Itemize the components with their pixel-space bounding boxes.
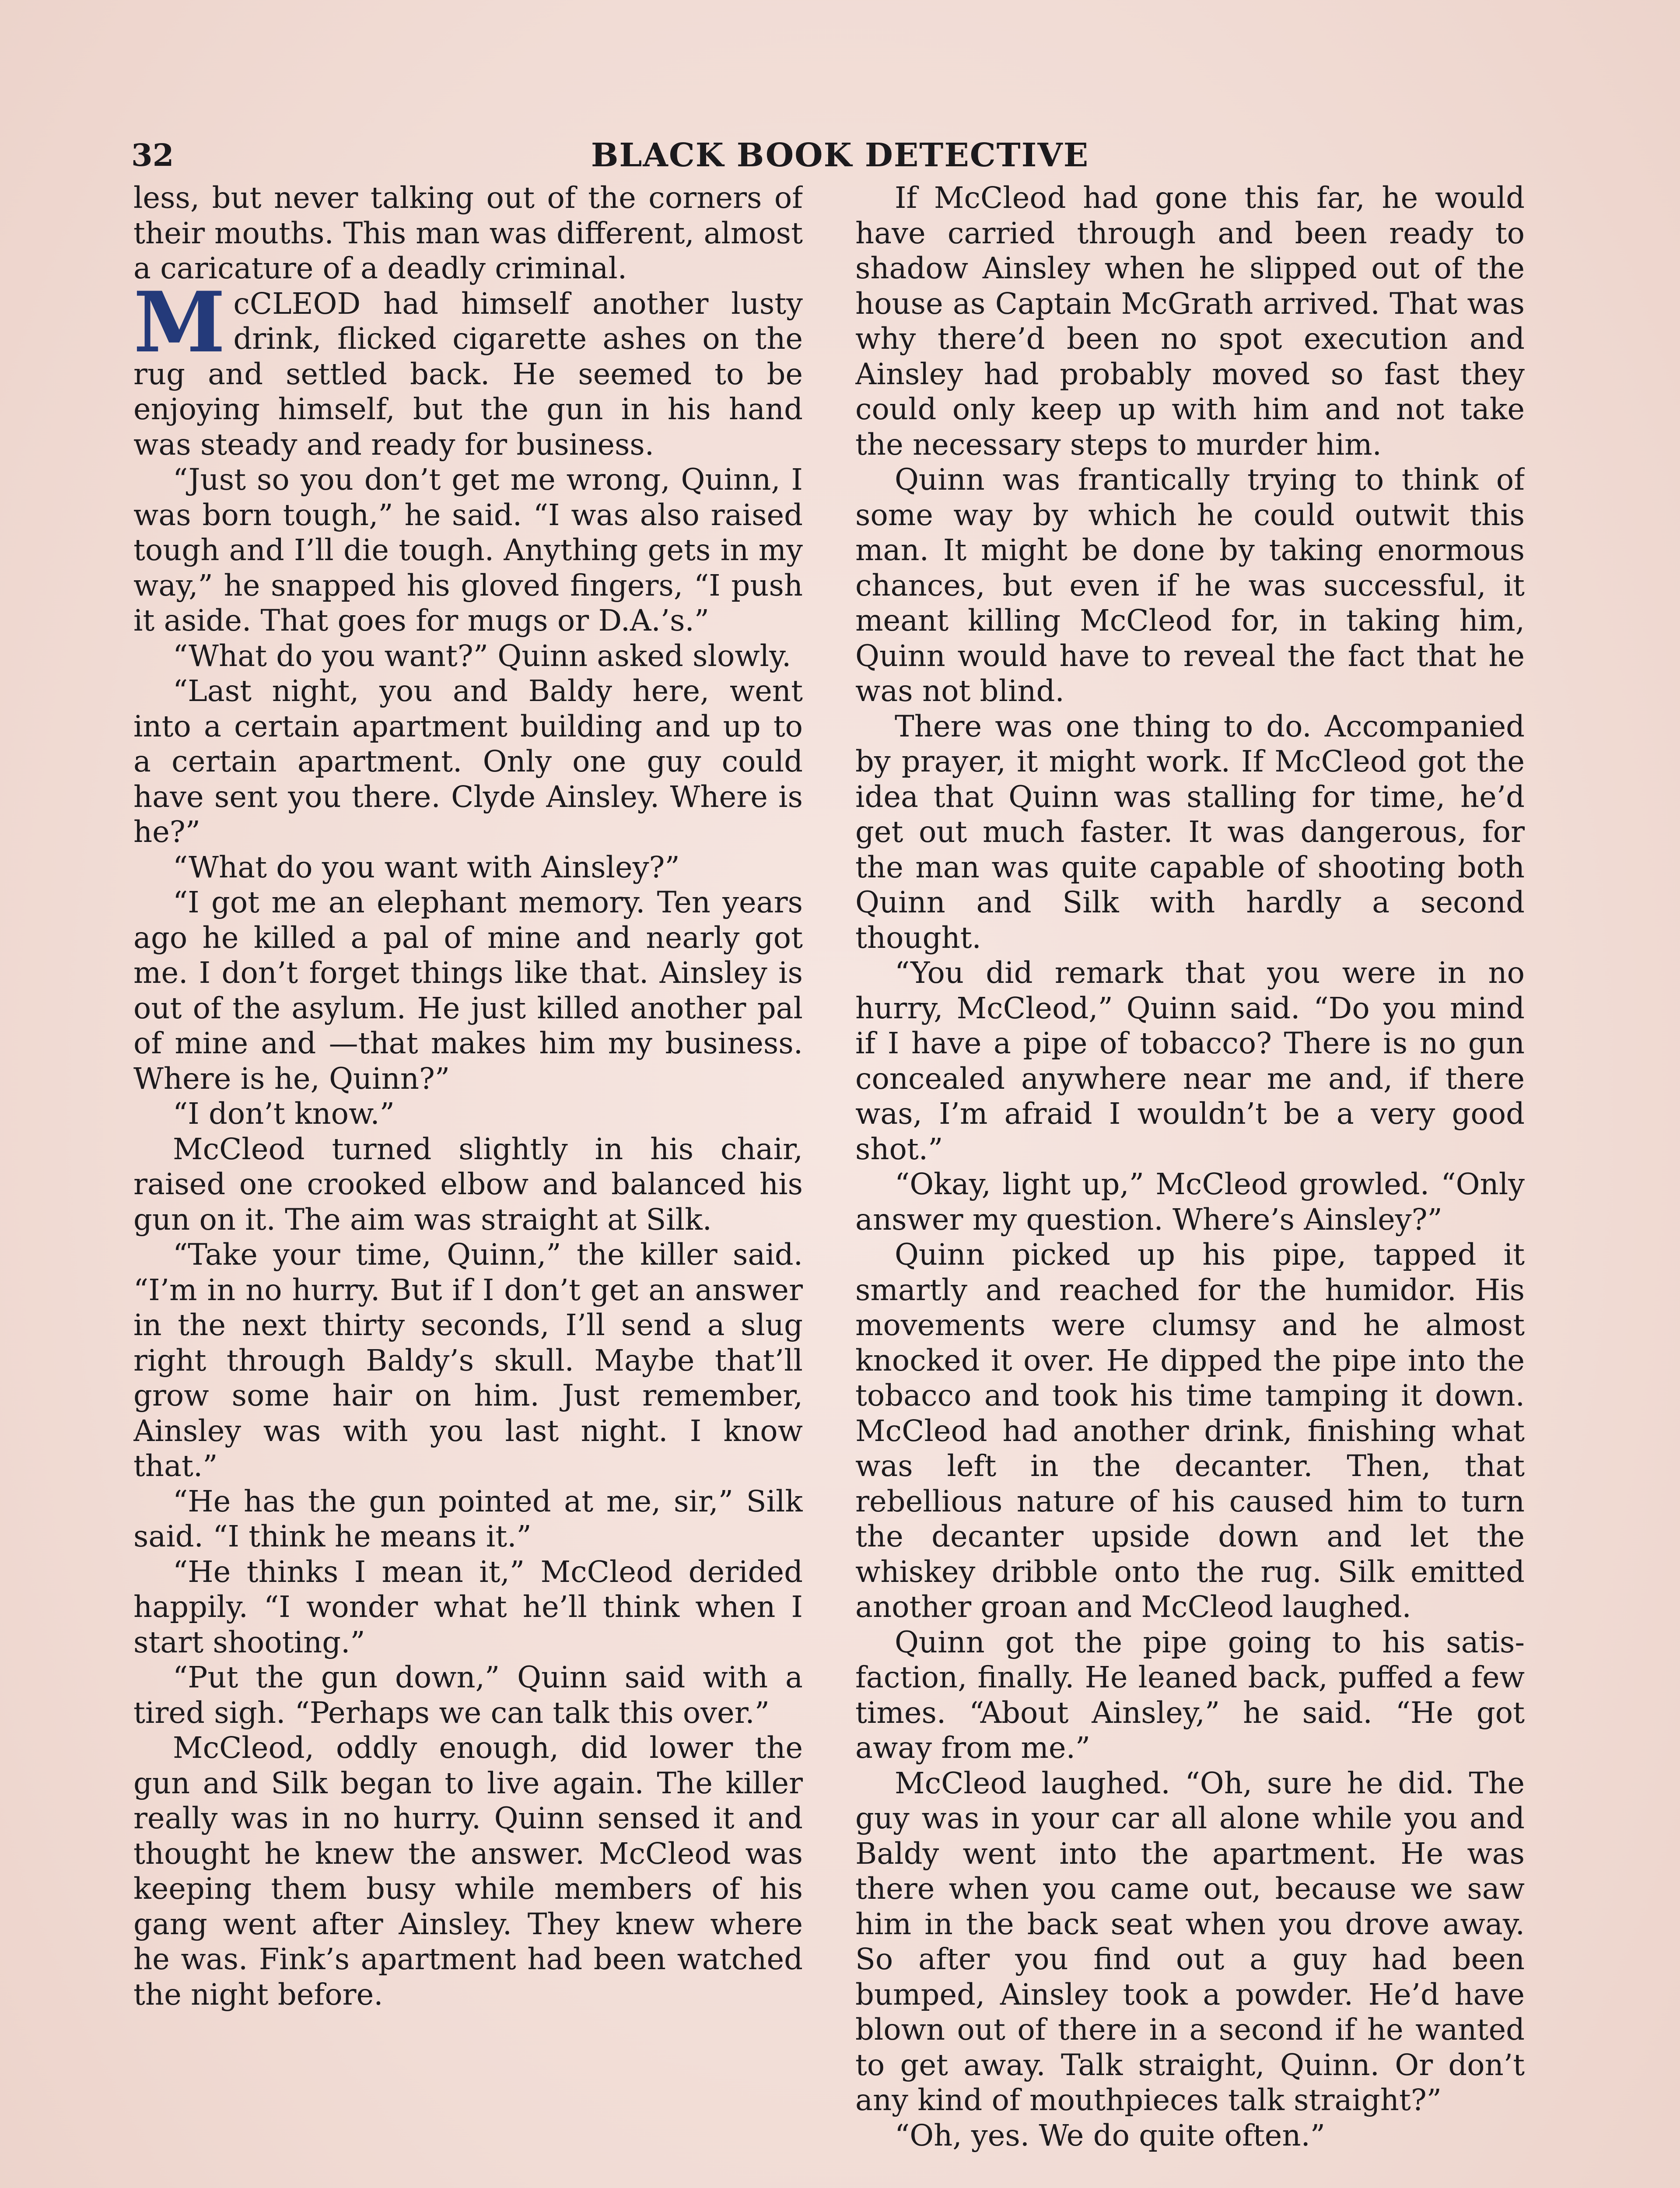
paragraph: “You did remark that you were in no hurry, McCleod,” Quinn said. “Do you mind if I have a pipe of tobacco? There is no gun concealed anywhere near me and, if there was, I’m afraid I wouldn’t be a very good shot.” — [855, 956, 1525, 1166]
paragraph: “He thinks I mean it,” McCleod derided happily. “I wonder what he’ll think when I start shooting.” — [133, 1554, 803, 1659]
paragraph: Quinn got the pipe going to his satisfaction, finally. He leaned back, puffed a few times. “About Ainsley,” he said. “He got away from me.” — [855, 1625, 1525, 1765]
drop-cap-paragraph-text: cCLEOD had himself another lusty drink, flicked cigarette ashes on the rug and settled back. He seemed to be enjoying himself, but the gun in his hand was steady and ready for business. — [133, 286, 803, 462]
paragraph: McCleod, oddly enough, did lower the gun and Silk began to live again. The killer really was in no hurry. Quinn sensed it and thought he knew the answer. McCleod was keeping them busy while members of his gang went after Ainsley. They knew where he was. Fink’s apartment had been watched the night before. — [133, 1731, 803, 2012]
paragraph: There was one thing to do. Accompanied by prayer, it might work. If McCleod got the idea that Quinn was stalling for time, he’d get out much faster. It was dangerous, for the man was quite capable of shooting both Quinn and Silk with hardly a second thought. — [855, 709, 1525, 955]
paragraph: Quinn picked up his pipe, tapped it smartly and reached for the humidor. His movements were clumsy and he almost knocked it over. He dipped the pipe into the tobacco and took his time tamping it down. McCleod had another drink, finishing what was left in the decanter. Then, that rebellious nature of his caused him to turn the decanter upside down and let the whiskey dribble onto the rug. Silk emitted another groan and McCleod laughed. — [855, 1238, 1525, 1624]
paragraph: “What do you want?” Quinn asked slowly. — [173, 638, 791, 673]
paragraph: “Put the gun down,” Quinn said with a tired sigh. “Perhaps we can talk this over.” — [133, 1660, 803, 1730]
paragraph: If McCleod had gone this far, he would have carried through and been ready to shadow Ainsley when he slipped out of the house as Captain McGrath arrived. That was why there’d been no spot execution and Ainsley had probably moved so fast they could only keep up with him and not take the necessary steps to murder him. — [855, 181, 1525, 462]
paragraph: “Last night, you and Baldy here, went into a certain apartment building and up to a certain apartment. Only one guy could have sent you there. Clyde Ainsley. Where is he?” — [133, 674, 803, 849]
page-number: 32 — [131, 137, 174, 173]
paragraph: McCleod laughed. “Oh, sure he did. The guy was in your car all alone while you and Baldy went into the apartment. He was there when you came out, because we saw him in the back seat when you drove away. So after you find out a guy had been bumped, Ainsley took a powder. He’d have blown out of there in a second if he wanted to get away. Talk straight, Quinn. Or don’t any kind of mouthpieces talk straight?” — [855, 1766, 1525, 2117]
left-column — [133, 180, 803, 2188]
right-column — [855, 180, 1525, 2188]
paragraph: “Okay, light up,” McCleod growled. “Only answer my question. Where’s Ainsley?” — [855, 1167, 1525, 1237]
paragraph: “I got me an elephant memory. Ten years ago he killed a pal of mine and nearly got me. I don’t forget things like that. Ainsley is out of the asylum. He just killed another pal of mine and —that makes him my business. Where is he, Quinn?” — [133, 885, 803, 1096]
paragraph: “Oh, yes. We do quite often.” — [895, 2118, 1326, 2153]
page-header — [0, 131, 1680, 179]
paragraph: “What do you want with Ainsley?” — [173, 850, 680, 884]
paragraph: Quinn was frantically trying to think of some way by which he could outwit this man. It might be done by taking enormous chances, but even if he was successful, it meant killing McCleod for, in taking him, Quinn would have to reveal the fact that he was not blind. — [855, 463, 1525, 708]
running-title: BLACK BOOK DETECTIVE — [591, 137, 1089, 174]
drop-cap-letter: M — [133, 273, 226, 371]
paragraph: “Take your time, Quinn,” the killer said. “I’m in no hurry. But if I don’t get an answer in the next thirty seconds, I’ll send a slug right through Baldy’s skull. Maybe that’ll grow some hair on him. Just remember, Ainsley was with you last night. I know that.” — [133, 1238, 803, 1483]
paragraph: McCleod turned slightly in his chair, raised one crooked elbow and balanced his gun on it. The aim was straight at Silk. — [133, 1132, 803, 1237]
drop-cap-paragraph — [133, 273, 803, 463]
paragraph: “He has the gun pointed at me, sir,” Silk said. “I think he means it.” — [133, 1484, 803, 1553]
paragraph: “Just so you don’t get me wrong, Quinn, I was born tough,” he said. “I was also raised tough and I’ll die tough. Anything gets in my way,” he snapped his gloved fingers, “I push it aside. That goes for mugs or D.A.’s.” — [133, 463, 803, 638]
opening-paragraph: less, but never talking out of the corners of their mouths. This man was different, almost a caricature of a deadly criminal. — [133, 181, 803, 285]
paragraph: “I don’t know.” — [173, 1097, 395, 1131]
